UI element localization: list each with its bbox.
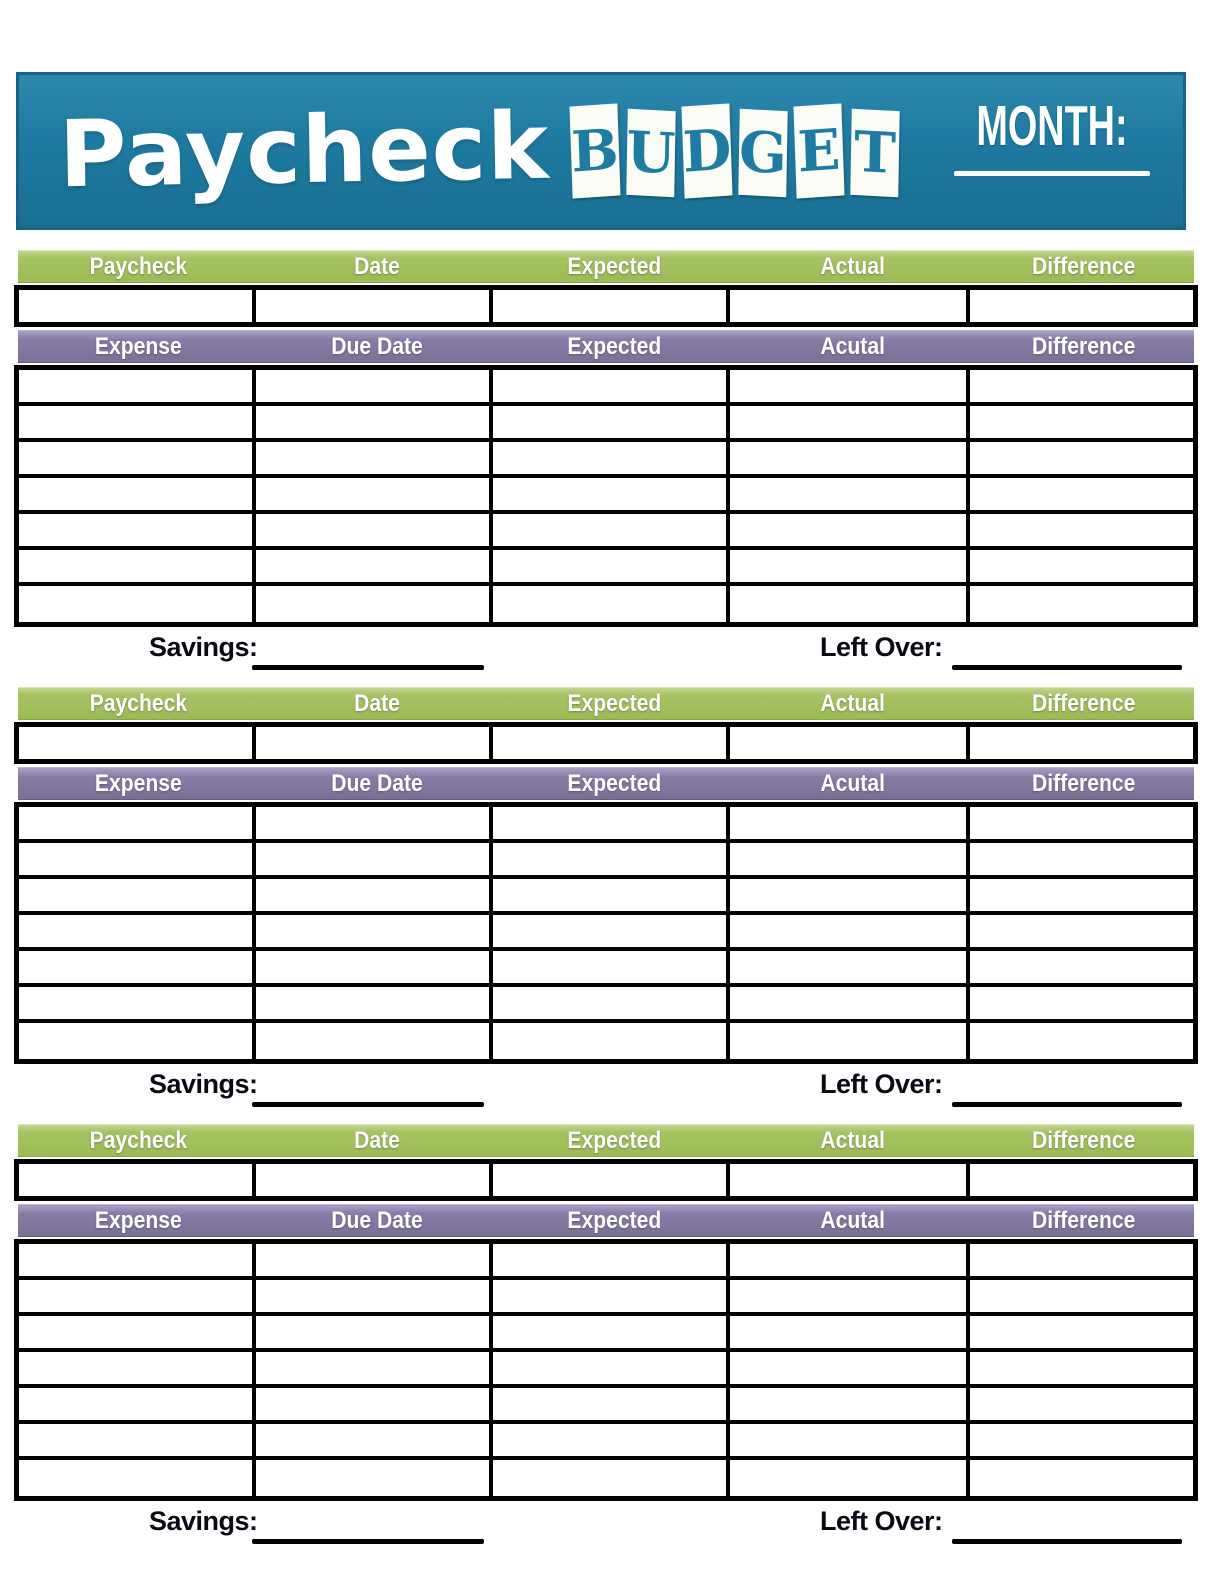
blank-row — [19, 987, 1193, 1023]
blank-cell — [730, 406, 970, 438]
blank-cell — [19, 1460, 256, 1496]
blank-cell — [493, 370, 730, 402]
blank-cell — [970, 1352, 1193, 1384]
blank-row — [19, 1244, 1193, 1280]
blank-cell — [730, 843, 970, 875]
blank-cell — [493, 1388, 730, 1420]
expense-header-row — [18, 1204, 1194, 1237]
expense-header-expected: Expected — [567, 332, 662, 360]
blank-cell — [256, 915, 493, 947]
income-table — [14, 285, 1198, 327]
title-budget-letter: T — [851, 109, 900, 198]
blank-cell — [19, 442, 256, 474]
blank-cell — [730, 290, 970, 322]
budget-section-2 — [14, 687, 1198, 1111]
blank-cell — [19, 290, 256, 322]
blank-cell — [493, 550, 730, 582]
blank-row — [19, 1388, 1193, 1424]
blank-row — [19, 1316, 1193, 1352]
blank-cell — [970, 1424, 1193, 1456]
blank-cell — [730, 478, 970, 510]
blank-cell — [970, 1316, 1193, 1348]
blank-row — [14, 722, 1198, 764]
leftover-fill-line — [952, 1539, 1182, 1544]
blank-cell — [19, 1023, 256, 1059]
blank-cell — [19, 586, 256, 622]
income-header-difference: Difference — [1031, 1126, 1136, 1154]
title-budget-letter: D — [682, 103, 733, 198]
blank-cell — [970, 879, 1193, 911]
title-budget-letter: B — [570, 103, 621, 198]
income-header-date: Date — [354, 1126, 401, 1154]
income-header-difference: Difference — [1031, 252, 1136, 280]
title-budget-letter: G — [739, 109, 788, 198]
blank-cell — [256, 1164, 493, 1196]
blank-cell — [19, 1388, 256, 1420]
blank-row — [19, 1460, 1193, 1496]
blank-row — [19, 1280, 1193, 1316]
income-header-row — [18, 1124, 1194, 1157]
leftover-label: Left Over: — [820, 632, 943, 662]
month-fill-line — [954, 171, 1150, 176]
sections-container — [14, 250, 1198, 1561]
blank-cell — [493, 1280, 730, 1312]
expense-header-actual: Acutal — [820, 769, 886, 797]
blank-cell — [970, 550, 1193, 582]
income-header-date: Date — [354, 252, 401, 280]
blank-cell — [730, 879, 970, 911]
blank-cell — [730, 1424, 970, 1456]
blank-cell — [19, 1424, 256, 1456]
blank-cell — [256, 879, 493, 911]
blank-cell — [256, 442, 493, 474]
expense-table — [14, 365, 1198, 627]
blank-cell — [970, 478, 1193, 510]
blank-cell — [256, 1424, 493, 1456]
blank-row — [19, 586, 1193, 622]
expense-header-row — [18, 767, 1194, 800]
budget-section-3 — [14, 1124, 1198, 1548]
blank-cell — [970, 290, 1193, 322]
blank-row — [19, 514, 1193, 550]
blank-cell — [493, 1164, 730, 1196]
blank-cell — [19, 879, 256, 911]
blank-row — [19, 442, 1193, 478]
expense-header-difference: Difference — [1031, 769, 1136, 797]
expense-header-due-date: Due Date — [331, 1206, 424, 1234]
blank-cell — [730, 1460, 970, 1496]
blank-row — [19, 1352, 1193, 1388]
month-area — [944, 94, 1159, 176]
leftover-fill-line — [952, 665, 1182, 670]
blank-cell — [493, 987, 730, 1019]
blank-cell — [970, 514, 1193, 546]
blank-cell — [730, 727, 970, 759]
blank-cell — [256, 951, 493, 983]
income-header-expected: Expected — [567, 689, 662, 717]
blank-cell — [730, 586, 970, 622]
blank-cell — [493, 290, 730, 322]
blank-cell — [970, 1388, 1193, 1420]
title-budget-letter: E — [794, 103, 845, 198]
blank-cell — [19, 987, 256, 1019]
blank-cell — [256, 807, 493, 839]
blank-cell — [730, 987, 970, 1019]
blank-row — [19, 406, 1193, 442]
blank-cell — [493, 879, 730, 911]
blank-cell — [730, 951, 970, 983]
blank-cell — [19, 951, 256, 983]
title-budget — [571, 105, 899, 197]
expense-header-actual: Acutal — [820, 332, 886, 360]
blank-cell — [19, 807, 256, 839]
title-budget-letter: U — [627, 109, 676, 198]
blank-cell — [256, 843, 493, 875]
expense-header-expected: Expected — [567, 769, 662, 797]
expense-header-difference: Difference — [1031, 332, 1136, 360]
expense-table — [14, 1239, 1198, 1501]
blank-row — [19, 807, 1193, 843]
blank-cell — [256, 987, 493, 1019]
blank-cell — [256, 1280, 493, 1312]
blank-row — [19, 843, 1193, 879]
blank-cell — [970, 843, 1193, 875]
blank-row — [19, 370, 1193, 406]
totals-row — [14, 627, 1198, 674]
expense-header-expected: Expected — [567, 1206, 662, 1234]
leftover-label: Left Over: — [820, 1069, 943, 1099]
blank-cell — [493, 442, 730, 474]
blank-cell — [493, 406, 730, 438]
blank-cell — [970, 987, 1193, 1019]
blank-row — [19, 550, 1193, 586]
savings-fill-line — [252, 665, 484, 670]
expense-header-due-date: Due Date — [331, 769, 424, 797]
blank-cell — [730, 915, 970, 947]
blank-cell — [970, 807, 1193, 839]
blank-cell — [730, 1352, 970, 1384]
blank-cell — [19, 1352, 256, 1384]
expense-header-expense: Expense — [95, 769, 182, 797]
blank-cell — [256, 290, 493, 322]
blank-cell — [256, 1316, 493, 1348]
income-header-date: Date — [354, 689, 401, 717]
blank-cell — [493, 586, 730, 622]
blank-cell — [970, 370, 1193, 402]
blank-row — [14, 1159, 1198, 1201]
blank-cell — [493, 1460, 730, 1496]
blank-cell — [730, 1023, 970, 1059]
blank-cell — [970, 951, 1193, 983]
blank-cell — [19, 727, 256, 759]
income-header-row — [18, 687, 1194, 720]
blank-cell — [256, 1023, 493, 1059]
blank-cell — [256, 727, 493, 759]
blank-cell — [256, 1352, 493, 1384]
blank-row — [19, 879, 1193, 915]
blank-cell — [970, 1244, 1193, 1276]
blank-cell — [19, 550, 256, 582]
blank-cell — [970, 586, 1193, 622]
blank-cell — [730, 1388, 970, 1420]
blank-cell — [19, 478, 256, 510]
income-header-paycheck: Paycheck — [89, 689, 188, 717]
blank-cell — [970, 915, 1193, 947]
blank-cell — [256, 1244, 493, 1276]
blank-cell — [730, 1280, 970, 1312]
month-label: MONTH: — [976, 94, 1128, 158]
blank-cell — [493, 1352, 730, 1384]
blank-cell — [493, 727, 730, 759]
blank-cell — [493, 1424, 730, 1456]
blank-row — [19, 1424, 1193, 1460]
blank-cell — [730, 807, 970, 839]
blank-cell — [493, 478, 730, 510]
blank-cell — [256, 1388, 493, 1420]
leftover-label: Left Over: — [820, 1506, 943, 1536]
budget-section-1 — [14, 250, 1198, 674]
blank-cell — [970, 1023, 1193, 1059]
blank-cell — [19, 1280, 256, 1312]
savings-label: Savings: — [149, 1069, 258, 1099]
totals-row — [14, 1501, 1198, 1548]
income-header-paycheck: Paycheck — [89, 252, 188, 280]
income-header-actual: Actual — [820, 1126, 886, 1154]
blank-cell — [970, 1460, 1193, 1496]
blank-cell — [256, 514, 493, 546]
blank-cell — [19, 1316, 256, 1348]
expense-header-expense: Expense — [95, 332, 182, 360]
expense-header-difference: Difference — [1031, 1206, 1136, 1234]
income-table — [14, 1159, 1198, 1201]
totals-row — [14, 1064, 1198, 1111]
blank-row — [19, 478, 1193, 514]
blank-cell — [730, 1244, 970, 1276]
blank-cell — [970, 727, 1193, 759]
blank-cell — [730, 1316, 970, 1348]
blank-cell — [256, 586, 493, 622]
blank-cell — [970, 406, 1193, 438]
blank-cell — [256, 1460, 493, 1496]
savings-fill-line — [252, 1102, 484, 1107]
expense-header-due-date: Due Date — [331, 332, 424, 360]
blank-cell — [19, 843, 256, 875]
blank-cell — [493, 951, 730, 983]
blank-cell — [970, 1280, 1193, 1312]
blank-cell — [493, 915, 730, 947]
blank-cell — [493, 1023, 730, 1059]
blank-cell — [970, 442, 1193, 474]
blank-cell — [970, 1164, 1193, 1196]
expense-header-expense: Expense — [95, 1206, 182, 1234]
blank-row — [19, 1023, 1193, 1059]
blank-cell — [256, 550, 493, 582]
blank-cell — [19, 1244, 256, 1276]
blank-cell — [730, 370, 970, 402]
blank-cell — [256, 478, 493, 510]
leftover-fill-line — [952, 1102, 1182, 1107]
blank-cell — [730, 1164, 970, 1196]
blank-cell — [19, 370, 256, 402]
income-header-paycheck: Paycheck — [89, 1126, 188, 1154]
blank-cell — [493, 1316, 730, 1348]
income-table — [14, 722, 1198, 764]
income-header-expected: Expected — [567, 1126, 662, 1154]
blank-cell — [256, 370, 493, 402]
income-header-actual: Actual — [820, 689, 886, 717]
blank-cell — [493, 843, 730, 875]
blank-cell — [19, 406, 256, 438]
income-header-expected: Expected — [567, 252, 662, 280]
income-header-actual: Actual — [820, 252, 886, 280]
blank-row — [19, 951, 1193, 987]
expense-header-actual: Acutal — [820, 1206, 886, 1234]
blank-row — [14, 285, 1198, 327]
blank-cell — [19, 1164, 256, 1196]
income-header-difference: Difference — [1031, 689, 1136, 717]
blank-row — [19, 915, 1193, 951]
title-paycheck: Paycheck — [58, 92, 551, 209]
income-header-row — [18, 250, 1194, 283]
blank-cell — [730, 442, 970, 474]
blank-cell — [493, 514, 730, 546]
blank-cell — [19, 514, 256, 546]
savings-label: Savings: — [149, 632, 258, 662]
expense-table — [14, 802, 1198, 1064]
blank-cell — [493, 1244, 730, 1276]
savings-label: Savings: — [149, 1506, 258, 1536]
blank-cell — [730, 550, 970, 582]
blank-cell — [730, 514, 970, 546]
blank-cell — [256, 406, 493, 438]
savings-fill-line — [252, 1539, 484, 1544]
title-banner — [16, 72, 1186, 230]
blank-cell — [493, 807, 730, 839]
expense-header-row — [18, 330, 1194, 363]
blank-cell — [19, 915, 256, 947]
